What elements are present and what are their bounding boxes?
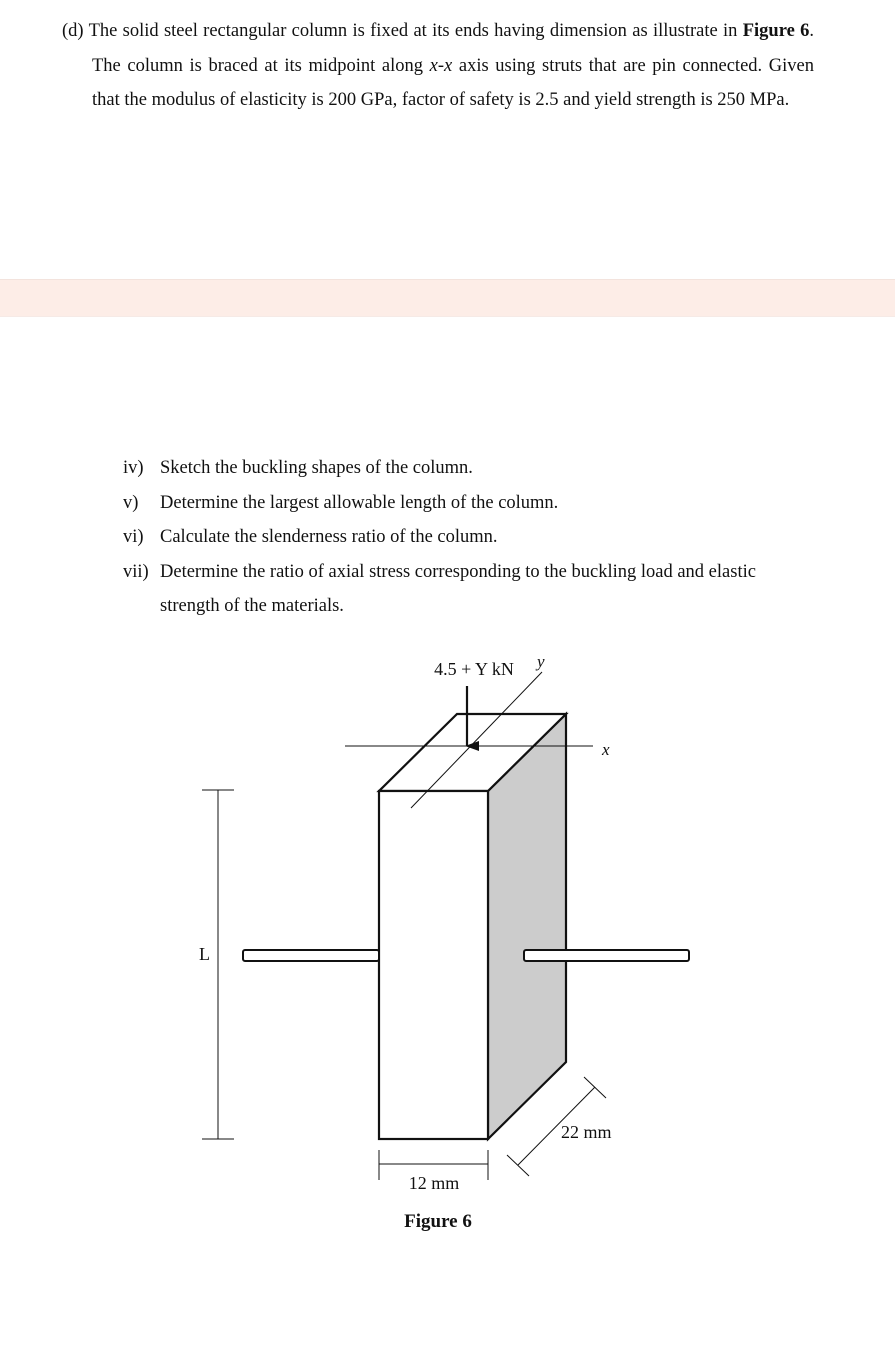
problem-text-c: axis using struts that are pin connected. Given that the modulus of elasticity is 200 GPa, factor of safety is 2.5 and yield strength is 250 MPa.	[92, 55, 814, 110]
question-number: vi)	[123, 527, 144, 547]
question-number: vii)	[123, 561, 149, 582]
depth-label: 22 mm	[561, 1122, 612, 1142]
question-list	[123, 451, 815, 624]
width-label: 12 mm	[408, 1173, 460, 1193]
figure-6-diagram	[0, 640, 895, 1250]
figure-reference: Figure 6	[742, 21, 810, 41]
y-axis-label: y	[537, 652, 545, 671]
axis-reference: x-x	[429, 55, 453, 76]
column-front-face	[379, 791, 488, 1139]
problem-label: (d)	[62, 21, 84, 41]
question-text: Determine the largest allowable length of the column.	[160, 492, 559, 513]
strut-right	[524, 950, 689, 961]
question-text: Calculate the slenderness ratio of the column.	[160, 527, 498, 547]
question-text: Sketch the buckling shapes of the column.	[160, 458, 473, 478]
x-axis-label: x	[602, 740, 610, 759]
problem-text-a: The solid steel rectangular column is fixed at its ends having dimension as illustrate in	[88, 21, 743, 41]
question-number: iv)	[123, 458, 144, 478]
question-number: v)	[123, 492, 139, 513]
question-item	[123, 486, 815, 521]
problem-paragraph	[62, 14, 814, 118]
question-text: Determine the ratio of axial stress corresponding to the buckling load and elastic strength of the materials.	[160, 561, 756, 616]
question-item	[123, 520, 815, 555]
question-item	[123, 451, 815, 486]
load-label: 4.5 + Y kN	[434, 659, 514, 679]
question-item	[123, 555, 815, 624]
page-break-band	[0, 279, 895, 317]
problem-text-b: . The column is braced at its midpoint along	[92, 21, 814, 76]
figure-caption: Figure 6	[404, 1211, 472, 1232]
problem-statement	[62, 14, 814, 118]
length-label: L	[199, 944, 210, 964]
strut-left	[243, 950, 379, 961]
length-dimension	[202, 790, 234, 1139]
